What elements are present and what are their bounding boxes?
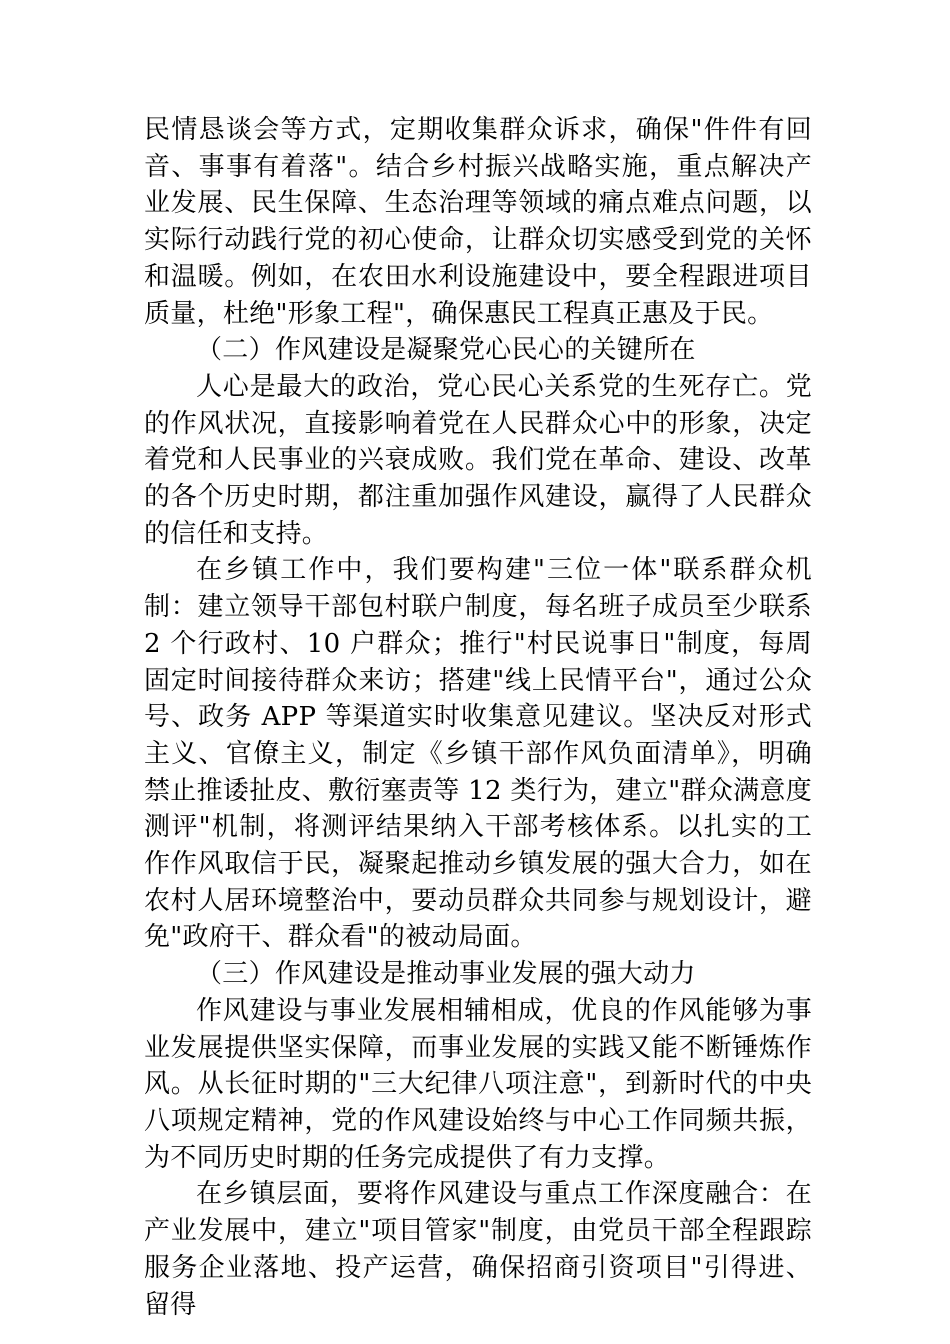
paragraph-continued: 民情恳谈会等方式，定期收集群众诉求，确保"件件有回音、事事有着落"。结合乡村振兴战略实施，重点解决产业发展、民生保障、生态治理等领域的痛点难点问题，以实际行动践行党的初心使命，让群众切实感受到党的关怀和温暖。例如，在农田水利设施建设中，要全程跟进项目质量，杜绝"形象工程"，确保惠民工程真正惠及于民。 [144,115,812,329]
section-heading-3: （三）作风建设是推动事业发展的强大动力 [196,959,696,990]
document-body [144,112,812,1323]
paragraph: 在乡镇层面，要将作风建设与重点工作深度融合：在产业发展中，建立"项目管家"制度，由党员干部全程跟踪服务企业落地、投产运营，确保招商引资项目"引得进、留得 [144,1179,812,1320]
paragraph: 人心是最大的政治，党心民心关系党的生死存亡。党的作风状况，直接影响着党在人民群众心中的形象，决定着党和人民事业的兴衰成败。我们党在革命、建设、改革的各个历史时期，都注重加强作风建设，赢得了人民群众的信任和支持。 [144,371,812,549]
section-heading-2: （二）作风建设是凝聚党心民心的关键所在 [196,335,696,366]
paragraph: 作风建设与事业发展相辅相成，优良的作风能够为事业发展提供坚实保障，而事业发展的实践又能不断锤炼作风。从长征时期的"三大纪律八项注意"，到新时代的中央八项规定精神，党的作风建设始终与中心工作同频共振，为不同历史时期的任务完成提供了有力支撑。 [144,995,812,1173]
paragraph: 在乡镇工作中，我们要构建"三位一体"联系群众机制：建立领导干部包村联户制度，每名班子成员至少联系 2 个行政村、10 户群众；推行"村民说事日"制度，每周固定时间接待群众来访；搭建"线上民情平台"，通过公众号、政务 APP 等渠道实时收集意见建议。坚决反对形式主义、官僚主义，制定《乡镇干部作风负面清单》，明确禁止推诿扯皮、敷衍塞责等 12 类行为，建立"群众满意度测评"机制，将测评结果纳入干部考核体系。以扎实的工作作风取信于民，凝聚起推动乡镇发展的强大合力，如在农村人居环境整治中，要动员群众共同参与规划设计，避免"政府干、群众看"的被动局面。 [144,555,812,953]
